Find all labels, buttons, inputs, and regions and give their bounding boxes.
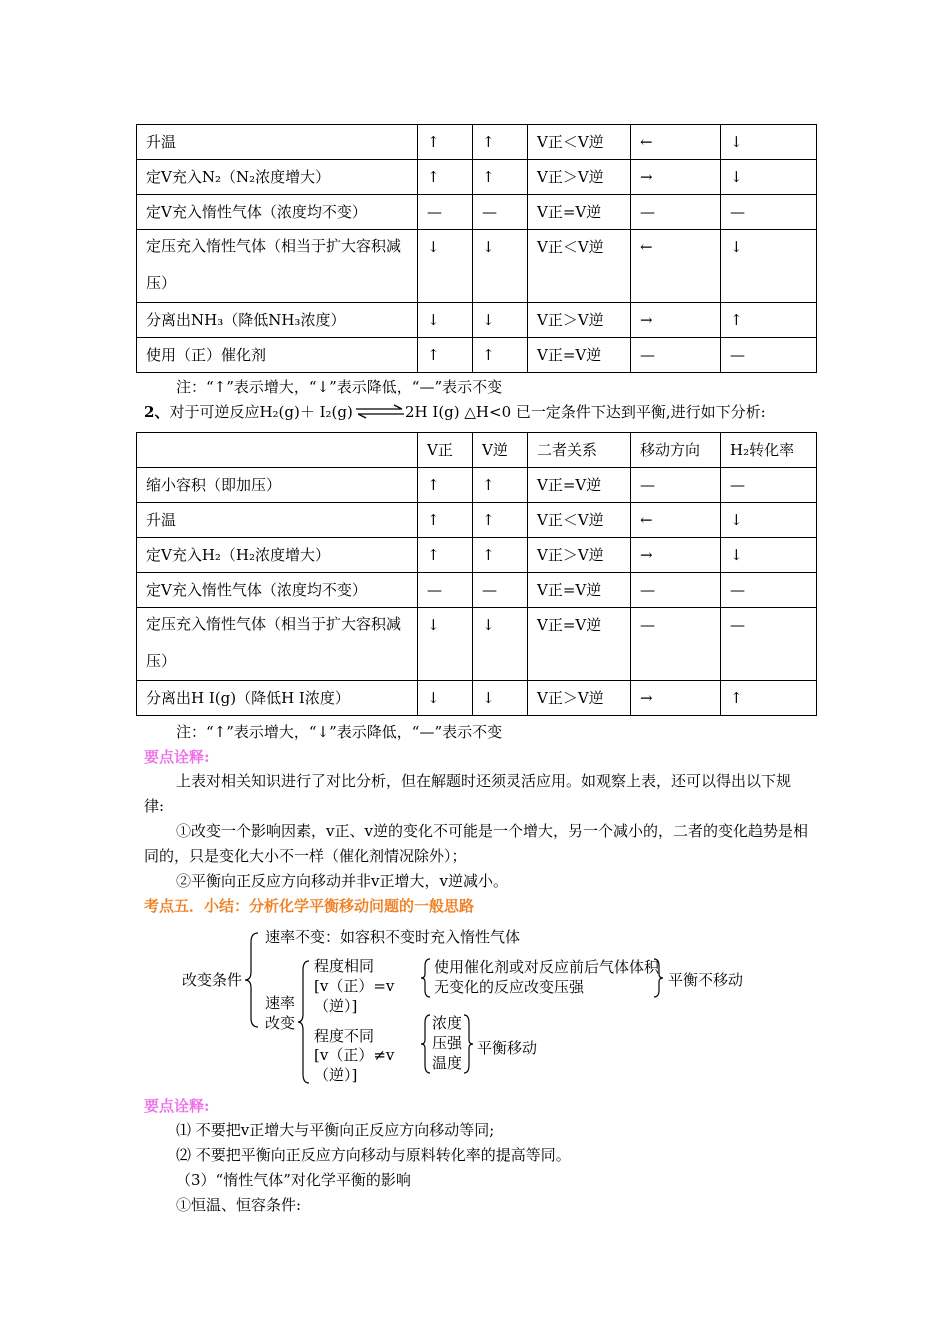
table-cell: → bbox=[631, 538, 721, 573]
table-cell: V正＜V逆 bbox=[528, 230, 631, 303]
branch-rate-changed: 速率改变 bbox=[265, 994, 296, 1032]
table-cell: — bbox=[631, 573, 721, 608]
table-row bbox=[137, 195, 817, 230]
table-cell: — bbox=[631, 195, 721, 230]
table-cell: V正＞V逆 bbox=[528, 681, 631, 716]
table-cell bbox=[137, 230, 418, 303]
table-1 bbox=[136, 124, 817, 373]
table-cell: ↑ bbox=[473, 125, 528, 160]
table-cell: 定V充入H₂（H₂浓度增大） bbox=[137, 538, 418, 573]
question-2 bbox=[144, 401, 353, 422]
left-brace-icon bbox=[297, 960, 311, 1084]
table-cell: — bbox=[631, 338, 721, 373]
table-cell: — bbox=[473, 195, 528, 230]
table-cell: — bbox=[721, 195, 817, 230]
table-cell: V正＞V逆 bbox=[528, 538, 631, 573]
table-cell: ↓ bbox=[721, 538, 817, 573]
table-cell: ↑ bbox=[418, 538, 473, 573]
paragraph: ①改变一个影响因素，v正、v逆的变化不可能是一个增大，另一个减小的，二者的变化趋势是相同的，只是变化大小不一样（催化剂情况除外）； bbox=[144, 822, 808, 865]
table-cell: 分离出H I(g)（降低H I浓度） bbox=[137, 681, 418, 716]
table-header-cell: 移动方向 bbox=[631, 433, 721, 468]
equilibrium-arrow-icon bbox=[354, 403, 406, 419]
table-cell: 使用（正）催化剂 bbox=[137, 338, 418, 373]
table-header-cell bbox=[137, 433, 418, 468]
factor-item: 压强 bbox=[432, 1034, 463, 1052]
degree-different-result: 平衡移动 bbox=[477, 1039, 538, 1057]
table-cell: — bbox=[631, 608, 721, 681]
list-item: ①恒温、恒容条件: bbox=[176, 1196, 302, 1214]
table-header-cell: V逆 bbox=[473, 433, 528, 468]
table-cell: V正=V逆 bbox=[528, 195, 631, 230]
table-row bbox=[137, 503, 817, 538]
table-cell: ↑ bbox=[418, 338, 473, 373]
table-cell: ↑ bbox=[721, 681, 817, 716]
table-cell: ← bbox=[631, 125, 721, 160]
list-item: （3）“惰性气体”对化学平衡的影响 bbox=[176, 1171, 411, 1189]
table-cell: ↑ bbox=[418, 468, 473, 503]
table-cell: 缩小容积（即加压） bbox=[137, 468, 418, 503]
left-brace-icon bbox=[244, 932, 260, 1028]
section-heading: 要点诠释: bbox=[144, 748, 210, 766]
table-cell: ↑ bbox=[418, 503, 473, 538]
question-text-b: 2H I(g) △H<0 已一定条件下达到平衡,进行如下分析: bbox=[405, 403, 766, 421]
degree-same-formula: [v（正）=v（逆）] bbox=[314, 977, 395, 1015]
table-cell: ↓ bbox=[721, 503, 817, 538]
table-row bbox=[137, 468, 817, 503]
table-cell: ↑ bbox=[418, 125, 473, 160]
cell-text: 定压充入惰性气体（相当于扩大容积减压） bbox=[146, 615, 402, 670]
table-row bbox=[137, 160, 817, 195]
table-row bbox=[137, 125, 817, 160]
table-cell: ↓ bbox=[473, 230, 528, 303]
table-cell: ↓ bbox=[418, 303, 473, 338]
left-brace-icon bbox=[420, 1014, 432, 1074]
table-cell: ↑ bbox=[473, 338, 528, 373]
table-cell bbox=[137, 608, 418, 681]
table-cell: 升温 bbox=[137, 125, 418, 160]
table-header-cell: V正 bbox=[418, 433, 473, 468]
factor-item: 温度 bbox=[432, 1054, 463, 1072]
right-brace-icon bbox=[462, 1014, 474, 1074]
table-cell: V正=V逆 bbox=[528, 608, 631, 681]
right-brace-icon bbox=[652, 958, 664, 998]
paragraph: ②平衡向正反应方向移动并非v正增大，v逆减小。 bbox=[176, 872, 508, 890]
left-brace-icon bbox=[420, 958, 432, 998]
table-row bbox=[137, 338, 817, 373]
note-1: 注：“↑”表示增大，“↓”表示降低，“—”表示不变 bbox=[176, 378, 503, 396]
table-cell: ↓ bbox=[473, 681, 528, 716]
table-cell: — bbox=[473, 573, 528, 608]
branch-rate-unchanged: 速率不变：如容积不变时充入惰性气体 bbox=[265, 928, 521, 946]
table-row bbox=[137, 608, 817, 681]
table-row bbox=[137, 538, 817, 573]
table-cell: ↓ bbox=[721, 160, 817, 195]
note-2: 注：“↑”表示增大，“↓”表示降低，“—”表示不变 bbox=[176, 723, 503, 741]
question-number: 2、 bbox=[144, 403, 170, 421]
table-cell: V正＜V逆 bbox=[528, 125, 631, 160]
section-heading: 考点五．小结：分析化学平衡移动问题的一般思路 bbox=[144, 897, 475, 915]
table-2 bbox=[136, 432, 817, 716]
table-cell: ↑ bbox=[721, 303, 817, 338]
table-cell: ↓ bbox=[721, 230, 817, 303]
table-cell: V正＜V逆 bbox=[528, 503, 631, 538]
table-cell: 分离出NH₃（降低NH₃浓度） bbox=[137, 303, 418, 338]
table-cell: V正＞V逆 bbox=[528, 160, 631, 195]
table-cell: → bbox=[631, 160, 721, 195]
section-heading: 要点诠释: bbox=[144, 1097, 210, 1115]
table-cell: — bbox=[631, 468, 721, 503]
table-header-row bbox=[137, 433, 817, 468]
table-cell: ↑ bbox=[473, 160, 528, 195]
table-cell: — bbox=[418, 195, 473, 230]
table-row bbox=[137, 573, 817, 608]
question-text-a: 对于可逆反应H₂(g)＋ I₂(g) bbox=[169, 403, 353, 421]
table-cell: 定V充入惰性气体（浓度均不变） bbox=[137, 573, 418, 608]
table-cell: ↓ bbox=[721, 125, 817, 160]
table-cell: — bbox=[418, 573, 473, 608]
list-item: ⑴ 不要把v正增大与平衡向正反应方向移动等同; bbox=[176, 1121, 495, 1139]
table-cell: — bbox=[721, 608, 817, 681]
table-header-cell: 二者关系 bbox=[528, 433, 631, 468]
table-cell: ↓ bbox=[473, 608, 528, 681]
table-row bbox=[137, 230, 817, 303]
table-cell: ↓ bbox=[418, 230, 473, 303]
table-cell: V正=V逆 bbox=[528, 573, 631, 608]
table-cell: ↓ bbox=[473, 303, 528, 338]
table-cell: → bbox=[631, 303, 721, 338]
factor-item: 浓度 bbox=[432, 1014, 463, 1032]
table-cell: ← bbox=[631, 230, 721, 303]
table-cell: ← bbox=[631, 503, 721, 538]
table-row bbox=[137, 681, 817, 716]
table-cell: ↓ bbox=[418, 681, 473, 716]
table-cell: 定V充入N₂（N₂浓度增大） bbox=[137, 160, 418, 195]
table-cell: 定V充入惰性气体（浓度均不变） bbox=[137, 195, 418, 230]
table-cell: V正=V逆 bbox=[528, 468, 631, 503]
table-row bbox=[137, 303, 817, 338]
list-item: ⑵ 不要把平衡向正反应方向移动与原料转化率的提高等同。 bbox=[176, 1146, 571, 1164]
table-cell: 升温 bbox=[137, 503, 418, 538]
cell-text: 定压充入惰性气体（相当于扩大容积减压） bbox=[146, 237, 402, 292]
table-cell: ↑ bbox=[473, 503, 528, 538]
table-header-cell: H₂转化率 bbox=[721, 433, 817, 468]
degree-same-items: 使用催化剂或对反应前后气体体积无变化的反应改变压强 bbox=[434, 958, 660, 996]
table-cell: ↑ bbox=[473, 538, 528, 573]
diagram-root: 改变条件 bbox=[182, 971, 243, 989]
degree-same: 程度相同 bbox=[314, 957, 375, 975]
table-cell: — bbox=[721, 338, 817, 373]
table-cell: — bbox=[721, 468, 817, 503]
degree-different-formula: [v（正）≠v（逆）] bbox=[314, 1046, 395, 1084]
table-cell: V正=V逆 bbox=[528, 338, 631, 373]
degree-same-result: 平衡不移动 bbox=[668, 971, 744, 989]
table-cell: ↑ bbox=[418, 160, 473, 195]
degree-different: 程度不同 bbox=[314, 1027, 375, 1045]
table-cell: ↓ bbox=[418, 608, 473, 681]
table-cell: ↑ bbox=[473, 468, 528, 503]
table-cell: → bbox=[631, 681, 721, 716]
paragraph: 上表对相关知识进行了对比分析，但在解题时还须灵活应用。如观察上表，还可以得出以下规律: bbox=[144, 772, 792, 815]
table-cell: — bbox=[721, 573, 817, 608]
table-cell: V正＞V逆 bbox=[528, 303, 631, 338]
